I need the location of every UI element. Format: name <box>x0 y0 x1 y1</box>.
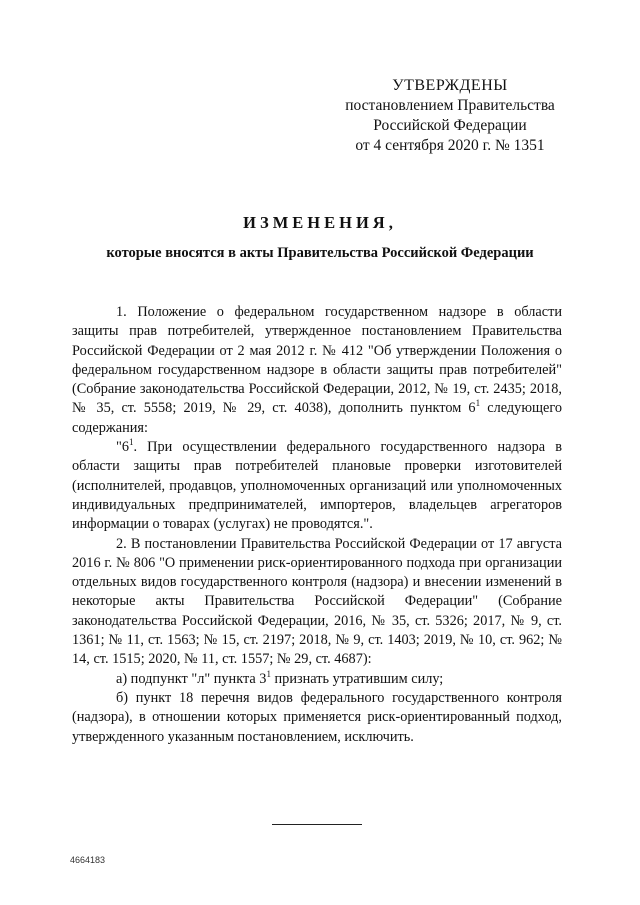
paragraph-2-superscript: 1 <box>129 437 134 448</box>
paragraph-1 <box>72 303 562 438</box>
approval-line-1: постановлением Правительства <box>345 97 555 114</box>
paragraph-4-text: а) подпункт "л" пункта 3 <box>116 670 267 687</box>
paragraph-4-tail: признать утратившим силу; <box>270 670 444 687</box>
paragraph-4-superscript: 1 <box>266 668 271 679</box>
paragraph-1-superscript: 1 <box>475 398 481 409</box>
document-number: 4664183 <box>70 855 106 865</box>
paragraph-3: 2. В постановлении Правительства Российской Федерации от 17 августа 2016 г. № 806 "О применении риск-ориентированного подхода при организации отдельных видов государственного контроля (надзора) и внесении изменений в некоторые акты Правительства Российской Федерации" (Собрание законодательства Российской Федерации, 2016, № 35, ст. 5326; 2017, № 9, ст. 1361; № 11, ст. 1563; № 15, ст. 2197; 2018, № 9, ст. 1403; 2019, № 10, ст. 962; № 14, ст. 1515; 2020, № 11, ст. 1557; № 29, ст. 4687): <box>72 535 562 668</box>
paragraph-5: б) пункт 18 перечня видов федерального государственного контроля (надзора), в отношении которых применяется риск-ориентированный подход, утвержденного указанным постановлением, исключить. <box>72 689 562 745</box>
paragraph-2-text: "6 <box>116 439 129 456</box>
paragraph-1-text: 1. Положение о федеральном государственном надзоре в области защиты прав потребителей, утвержденное постановлением Правительства Российской Федерации от 2 мая 2012 г. № 412 "Об утверждении Положения о федеральном государственном надзоре в области защиты прав потребителей" (Собрание законодательства Российской Федерации, 2012, № 19, ст. 2435; 2018, № 35, ст. 5558; 2019, № 29, ст. 4038), дополнить пунктом 6 <box>72 304 562 417</box>
paragraph-2 <box>72 438 562 534</box>
closing-separator-line <box>272 824 362 825</box>
document-title: ИЗМЕНЕНИЯ, <box>243 213 397 232</box>
approval-block <box>330 76 570 156</box>
approval-date-number: от 4 сентября 2020 г. № 1351 <box>355 137 545 154</box>
paragraph-1-tail: следующего содержания: <box>72 400 563 436</box>
document-subtitle: которые вносятся в акты Правительства Российской Федерации <box>106 245 534 261</box>
paragraph-2-tail: . При осуществлении федерального государственного надзора в области защиты прав потребителей плановые проверки изготовителей (исполнителей, продавцов, уполномоченных организаций или уполномоченных индивидуальных предпринимателей, импортеров, владельцев агрегаторов информации о товарах (услугах) не проводятся.". <box>72 439 562 533</box>
approval-line-2: Российской Федерации <box>373 117 527 134</box>
paragraph-4 <box>72 670 562 689</box>
document-body <box>72 303 562 747</box>
approval-heading: УТВЕРЖДЕНЫ <box>392 77 508 94</box>
